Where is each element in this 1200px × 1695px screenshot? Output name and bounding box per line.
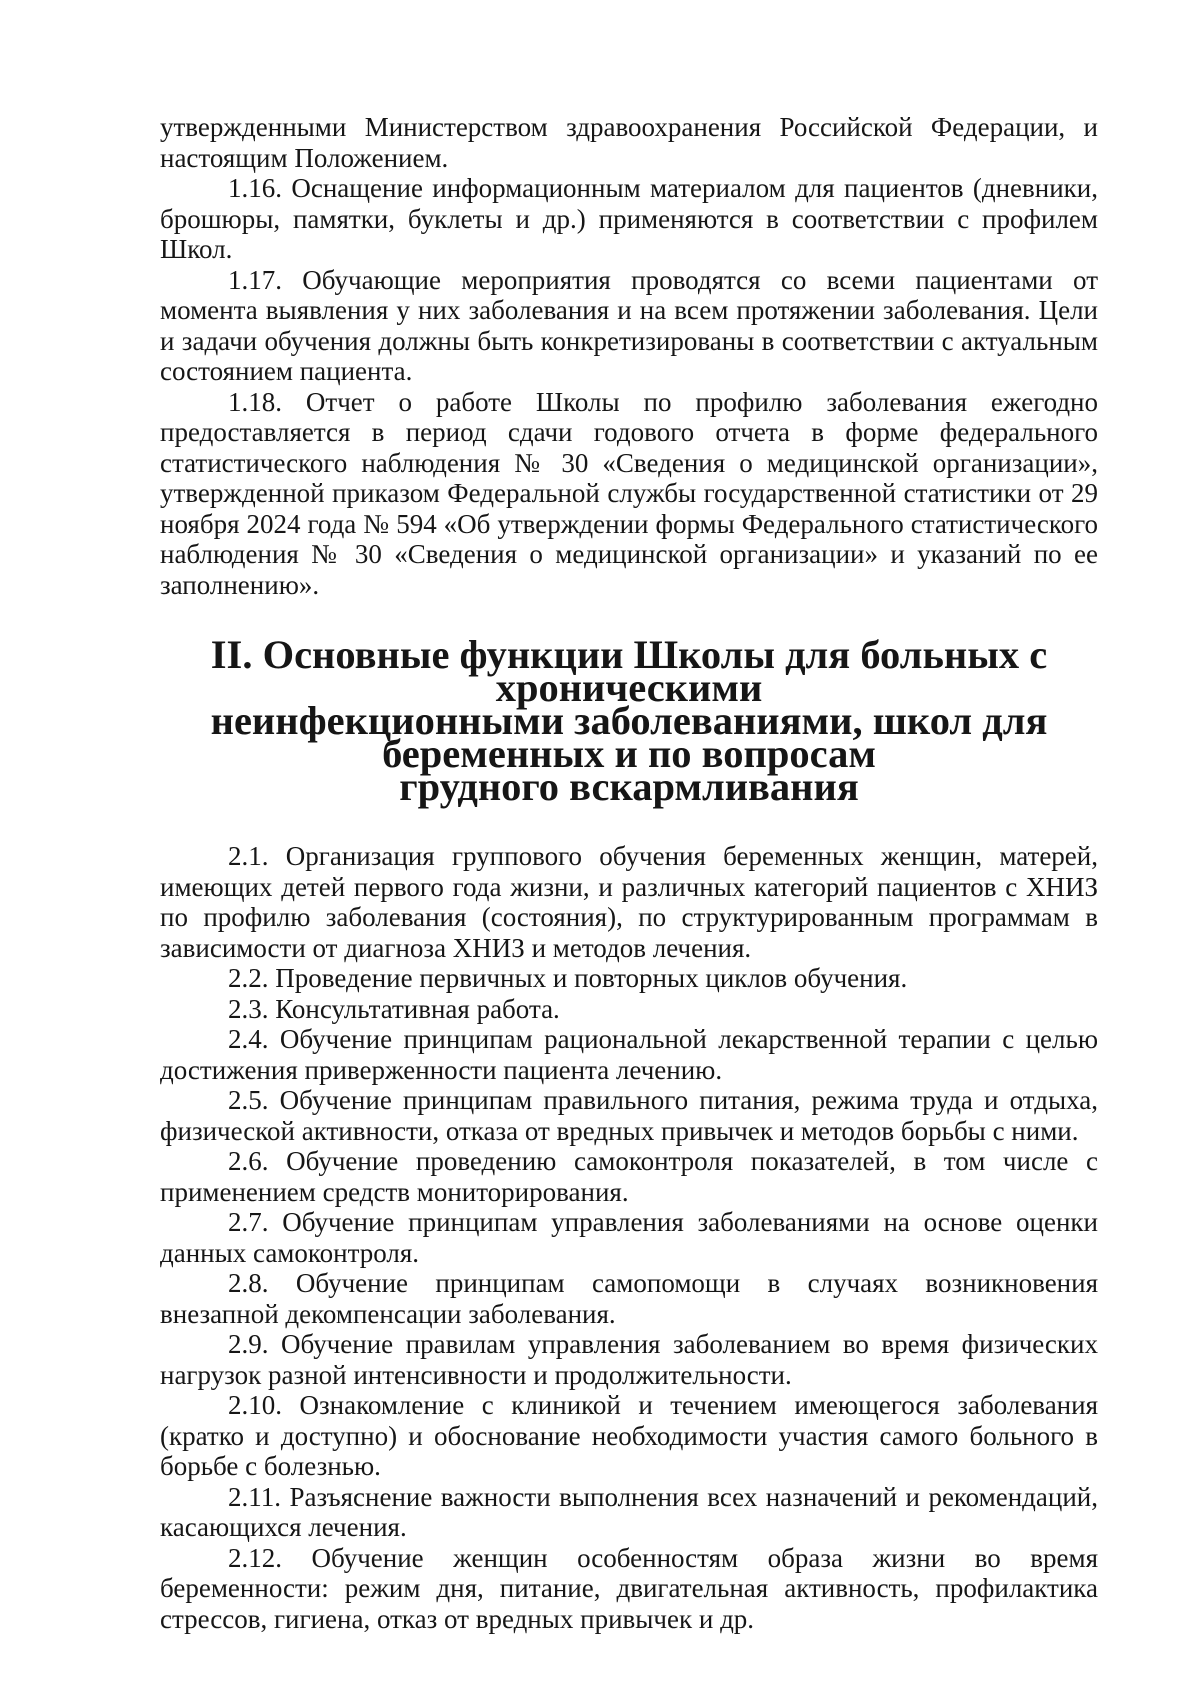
section-heading-line-1: II. Основные функции Школы для больных с хроническими — [210, 632, 1048, 710]
paragraph-2-2: 2.2. Проведение первичных и повторных циклов обучения. — [228, 963, 908, 993]
section-heading — [160, 632, 1098, 809]
paragraph-2-7: 2.7. Обучение принципам управления заболеваниями на основе оценки данных самоконтроля. — [160, 1207, 1098, 1268]
paragraph-2-4: 2.4. Обучение принципам рациональной лекарственной терапии с целью достижения приверженности пациента лечению. — [160, 1024, 1098, 1085]
section-heading-line-2: неинфекционными заболеваниями, школ для беременных и по вопросам — [210, 698, 1048, 776]
paragraph-1-16: 1.16. Оснащение информационным материалом для пациентов (дневники, брошюры, памятки, буклеты и др.) применяются в соответствии с профилем Школ. — [160, 173, 1098, 264]
paragraph-2-11: 2.11. Разъяснение важности выполнения всех назначений и рекомендаций, касающихся лечения. — [160, 1481, 1098, 1542]
document-page — [160, 112, 1098, 1634]
paragraph-2-10: 2.10. Ознакомление с клиникой и течением имеющегося заболевания (кратко и доступно) и обоснование необходимости участия самого больного в борьбе с болезнью. — [160, 1390, 1098, 1481]
paragraph-2-9: 2.9. Обучение правилам управления заболеванием во время физических нагрузок разной интенсивности и продолжительности. — [160, 1329, 1098, 1390]
paragraph-2-12: 2.12. Обучение женщин особенностям образа жизни во время беременности: режим дня, питание, двигательная активность, профилактика стрессов, гигиена, отказ от вредных привычек и др. — [160, 1542, 1098, 1634]
section-heading-line-3: грудного вскармливания — [399, 764, 859, 809]
paragraph-2-8: 2.8. Обучение принципам самопомощи в случаях возникновения внезапной декомпенсации заболевания. — [160, 1268, 1098, 1329]
paragraph-2-3: 2.3. Консультативная работа. — [228, 993, 560, 1024]
paragraph-2-5: 2.5. Обучение принципам правильного питания, режима труда и отдыха, физической активности, отказа от вредных привычек и методов борьбы с ними. — [160, 1085, 1098, 1146]
paragraph-continuation: утвержденными Министерством здравоохранения Российской Федерации, и настоящим Положением. — [160, 112, 1098, 173]
paragraph-2-6: 2.6. Обучение проведению самоконтроля показателей, в том числе с применением средств мониторирования. — [160, 1146, 1098, 1207]
paragraph-1-17: 1.17. Обучающие мероприятия проводятся со всеми пациентами от момента выявления у них заболевания и на всем протяжении заболевания. Цели и задачи обучения должны быть конкретизированы в соответствии с актуальным состоянием пациента. — [160, 264, 1098, 386]
paragraph-2-1: 2.1. Организация группового обучения беременных женщин, матерей, имеющих детей первого года жизни, и различных категорий пациентов с ХНИЗ по профилю заболевания (состояния), по структурированным программам в зависимости от диагноза ХНИЗ и методов лечения. — [160, 841, 1098, 963]
paragraph-1-18: 1.18. Отчет о работе Школы по профилю заболевания ежегодно предоставляется в период сдачи годового отчета в форме федерального статистического наблюдения № 30 «Сведения о медицинской организации», утвержденной приказом Федеральной службы государственной статистики от 29 ноября 2024 года № 594 «Об утверждении формы Федерального статистического наблюдения № 30 «Сведения о медицинской организации» и указаний по ее заполнению». — [160, 386, 1098, 600]
